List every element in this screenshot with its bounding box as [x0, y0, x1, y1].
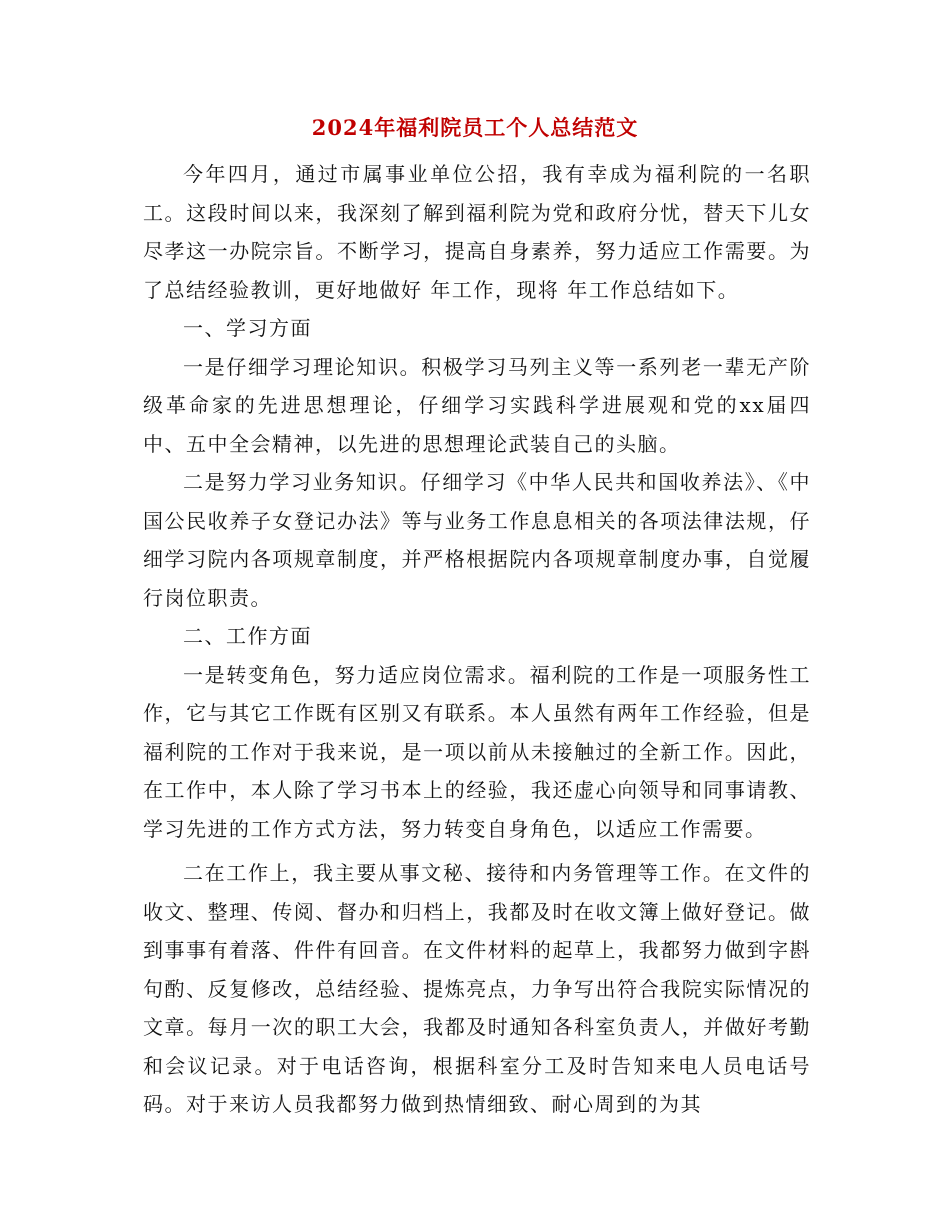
section-heading-study: 一、学习方面: [183, 316, 312, 340]
document-title: 2024年福利院员工个人总结范文: [311, 115, 639, 140]
paragraph-study-theory: 一是仔细学习理论知识。积极学习马列主义等一系列老一辈无产阶级革命家的先进思想理论，仔细学习实践科学进展观和党的xx届四中、五中全会精神，以先进的思想理论武装自己的头脑。: [143, 354, 811, 456]
paragraph-work-duties: 二在工作上，我主要从事文秘、接待和内务管理等工作。在文件的收文、整理、传阅、督办和归档上，我都及时在收文簿上做好登记。做到事事有着落、件件有回音。在文件材料的起草上，我都努力做到字斟句酌、反复修改，总结经验、提炼亮点，力争写出符合我院实际情况的文章。每月一次的职工大会，我都及时通知各科室负责人，并做好考勤和会议记录。对于电话咨询，根据科室分工及时告知来电人员电话号码。对于来访人员我都努力做到热情细致、耐心周到的为其: [143, 861, 811, 1116]
document-body: [143, 155, 811, 1124]
paragraph-study-business: 二是努力学习业务知识。仔细学习《中华人民共和国收养法》、《中国公民收养子女登记办法》等与业务工作息息相关的各项法律法规，仔细学习院内各项规章制度，并严格根据院内各项规章制度办事，自觉履行岗位职责。: [143, 470, 811, 610]
paragraph-intro: 今年四月，通过市属事业单位公招，我有幸成为福利院的一名职工。这段时间以来，我深刻了解到福利院为党和政府分忧，替天下儿女尽孝这一办院宗旨。不断学习，提高自身素养，努力适应工作需要。为了总结经验教训，更好地做好 年工作，现将 年工作总结如下。: [143, 162, 811, 302]
paragraph-work-role: 一是转变角色，努力适应岗位需求。福利院的工作是一项服务性工作，它与其它工作既有区别又有联系。本人虽然有两年工作经验，但是福利院的工作对于我来说，是一项以前从未接触过的全新工作。因此，在工作中，本人除了学习书本上的经验，我还虚心向领导和同事请教、学习先进的工作方式方法，努力转变自身角色，以适应工作需要。: [143, 662, 811, 841]
section-heading-work: 二、工作方面: [183, 624, 312, 648]
